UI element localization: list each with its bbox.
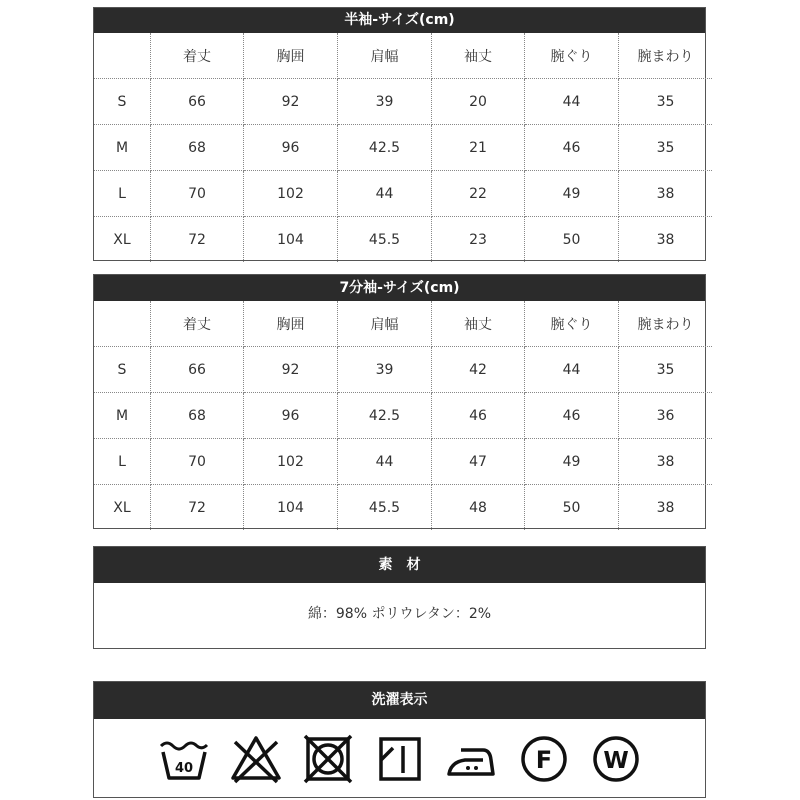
column-header: 胸囲	[244, 33, 338, 79]
table-cell: 42.5	[338, 125, 432, 171]
table-cell: 35	[619, 79, 713, 125]
table-cell: 46	[525, 393, 619, 439]
wet-clean-letter: W	[602, 748, 629, 774]
table-cell: 45.5	[338, 217, 432, 263]
table-cell: 46	[525, 125, 619, 171]
dry-clean-letter: F	[535, 746, 552, 774]
table-cell: 44	[525, 347, 619, 393]
wash-temp-label: 40	[174, 761, 193, 776]
no-bleach-icon	[227, 730, 285, 788]
table-cell: 92	[244, 79, 338, 125]
size-table-short-sleeve	[93, 7, 706, 261]
table-cell: 68	[151, 125, 244, 171]
table-cell: 35	[619, 347, 713, 393]
size-table	[94, 33, 712, 262]
table-cell: 70	[151, 171, 244, 217]
table-row	[94, 485, 712, 531]
care-icons	[94, 719, 705, 799]
table-cell: 42.5	[338, 393, 432, 439]
table-cell: 42	[432, 347, 525, 393]
no-tumble-dry-icon	[299, 730, 357, 788]
column-header: 肩幅	[338, 33, 432, 79]
table-cell: 66	[151, 79, 244, 125]
size-label: S	[94, 347, 151, 393]
line-dry-icon	[371, 730, 429, 788]
table-cell: 21	[432, 125, 525, 171]
wash-40-icon	[155, 730, 213, 788]
table-row	[94, 171, 712, 217]
column-header: 腕まわり	[619, 33, 713, 79]
table-title: 7分袖-サイズ(cm)	[94, 275, 705, 301]
column-header: 腕まわり	[619, 301, 713, 347]
table-title: 半袖-サイズ(cm)	[94, 8, 705, 33]
care-title: 洗濯表示	[94, 682, 705, 719]
table-cell: 39	[338, 347, 432, 393]
table-cell: 44	[525, 79, 619, 125]
table-cell: 45.5	[338, 485, 432, 531]
column-header: 着丈	[151, 33, 244, 79]
table-cell: 104	[244, 485, 338, 531]
care-section	[93, 681, 706, 798]
table-cell: 96	[244, 125, 338, 171]
table-cell: 102	[244, 439, 338, 485]
table-cell: 50	[525, 217, 619, 263]
size-label: XL	[94, 217, 151, 263]
table-cell: 102	[244, 171, 338, 217]
dry-clean-f-icon	[515, 730, 573, 788]
table-row	[94, 79, 712, 125]
table-cell: 46	[432, 393, 525, 439]
material-title: 素 材	[94, 547, 705, 583]
size-label: M	[94, 125, 151, 171]
column-header: 袖丈	[432, 301, 525, 347]
table-row	[94, 439, 712, 485]
table-cell: 66	[151, 347, 244, 393]
table-header-row	[94, 33, 712, 79]
table-cell: 38	[619, 439, 713, 485]
wet-clean-w-icon	[587, 730, 645, 788]
table-row	[94, 393, 712, 439]
table-cell: 47	[432, 439, 525, 485]
table-row	[94, 217, 712, 263]
corner-cell	[94, 301, 151, 347]
table-cell: 49	[525, 439, 619, 485]
table-cell: 38	[619, 485, 713, 531]
column-header: 腕ぐり	[525, 301, 619, 347]
material-section	[93, 546, 706, 649]
column-header: 胸囲	[244, 301, 338, 347]
size-label: L	[94, 439, 151, 485]
table-cell: 48	[432, 485, 525, 531]
table-cell: 23	[432, 217, 525, 263]
size-table	[94, 301, 712, 530]
table-cell: 35	[619, 125, 713, 171]
table-cell: 20	[432, 79, 525, 125]
table-row	[94, 125, 712, 171]
table-header-row	[94, 301, 712, 347]
table-cell: 39	[338, 79, 432, 125]
table-cell: 38	[619, 217, 713, 263]
table-cell: 44	[338, 439, 432, 485]
size-label: M	[94, 393, 151, 439]
table-cell: 36	[619, 393, 713, 439]
size-table-three-quarter-sleeve	[93, 274, 706, 529]
column-header: 袖丈	[432, 33, 525, 79]
table-cell: 72	[151, 485, 244, 531]
material-text: 綿：98% ポリウレタン：2%	[307, 606, 492, 622]
table-cell: 50	[525, 485, 619, 531]
table-cell: 70	[151, 439, 244, 485]
table-cell: 104	[244, 217, 338, 263]
table-row	[94, 347, 712, 393]
table-cell: 72	[151, 217, 244, 263]
size-label: XL	[94, 485, 151, 531]
table-cell: 68	[151, 393, 244, 439]
table-cell: 38	[619, 171, 713, 217]
size-label: L	[94, 171, 151, 217]
column-header: 腕ぐり	[525, 33, 619, 79]
table-cell: 22	[432, 171, 525, 217]
iron-low-icon	[443, 730, 501, 788]
column-header: 肩幅	[338, 301, 432, 347]
column-header: 着丈	[151, 301, 244, 347]
size-label: S	[94, 79, 151, 125]
corner-cell	[94, 33, 151, 79]
table-cell: 92	[244, 347, 338, 393]
table-cell: 49	[525, 171, 619, 217]
table-cell: 96	[244, 393, 338, 439]
table-cell: 44	[338, 171, 432, 217]
